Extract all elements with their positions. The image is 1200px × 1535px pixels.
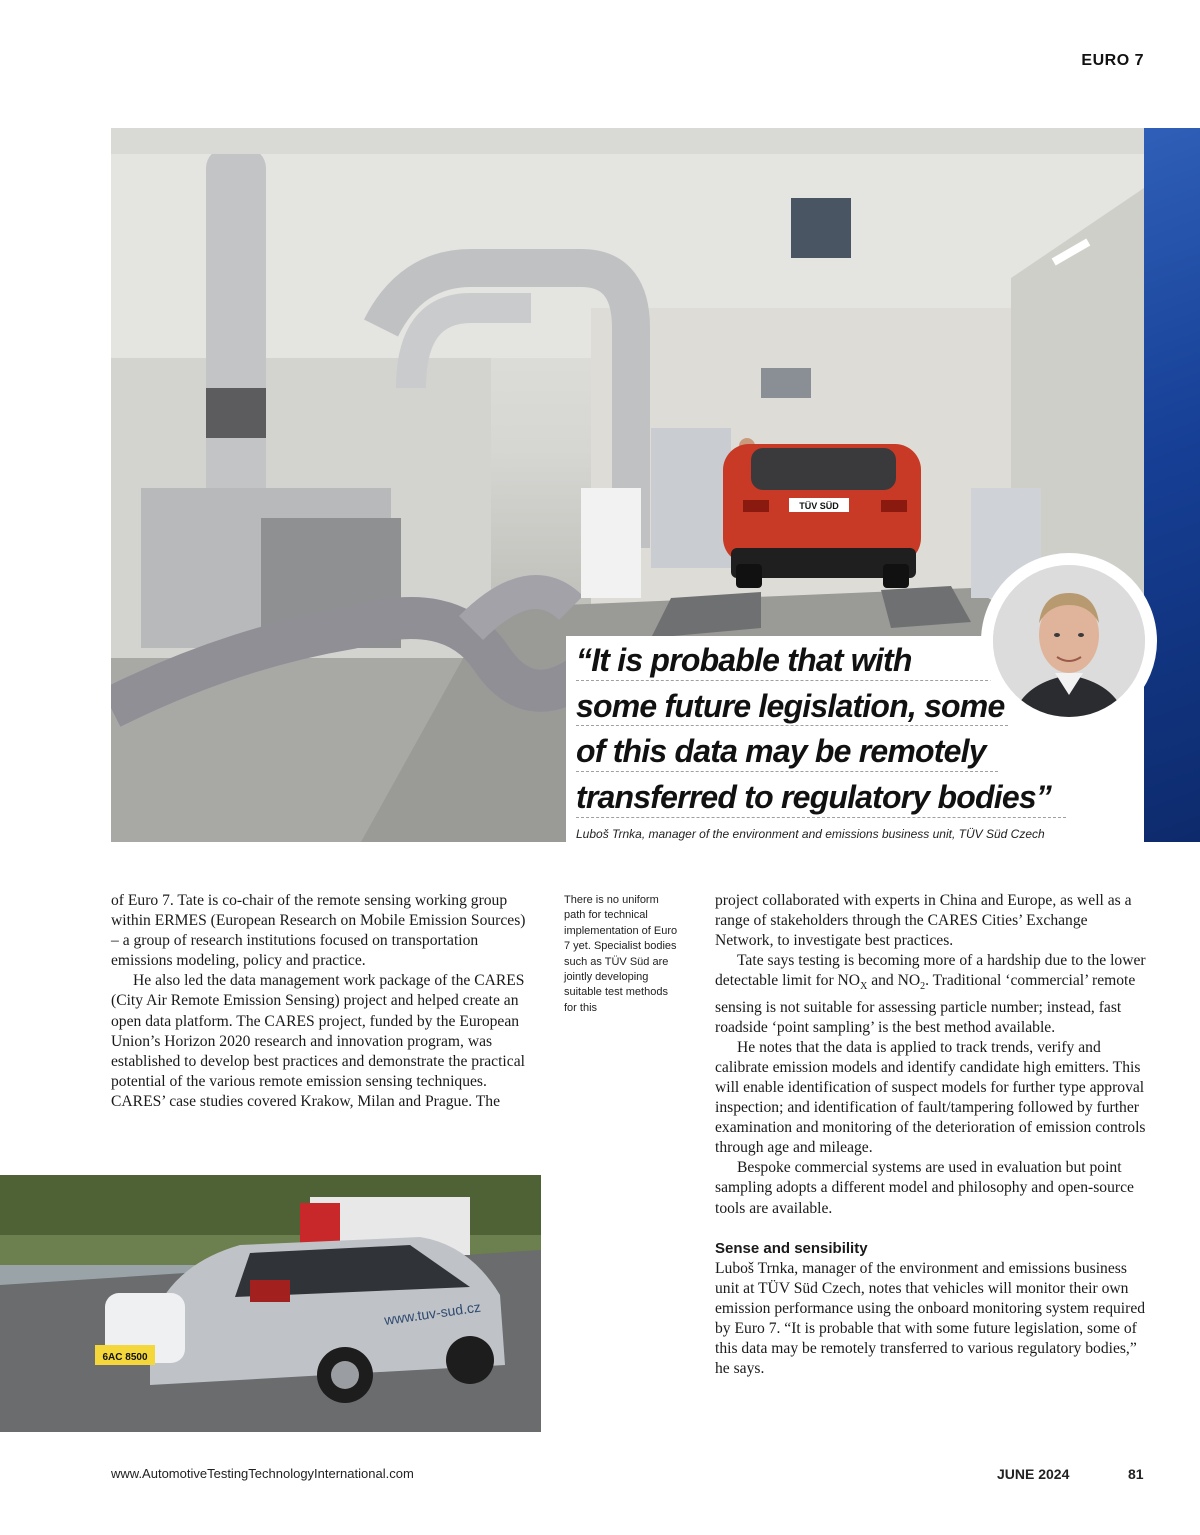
page-number: 81 [1128,1466,1144,1482]
pull-quote-attribution: Luboš Trnka, manager of the environment and emissions business unit, TÜV Süd Czech [576,827,1045,841]
pull-quote-line: of this data may be remotely [576,733,986,769]
body-column-left [111,891,536,1112]
car-plate-text: TÜV SÜD [799,501,839,511]
footer-url: www.AutomotiveTestingTechnologyInternational.com [111,1466,414,1481]
roadside-test-car-illustration [0,1175,541,1432]
pull-quote-line: transferred to regulatory bodies” [576,778,1052,815]
car-door-text: www.tuv-sud.cz [383,1298,482,1328]
person-portrait-illustration [993,565,1145,717]
paragraph-text: Tate says testing is becoming more of a hardship due to the lower detectable limit for NO [715,952,1146,990]
paragraph: of Euro 7. Tate is co-chair of the remote sensing working group within ERMES (European Research on Mobile Emission Sources) – a group of research institutions focused on transportation emissions modeling, policy and practice. [111,892,526,970]
subheading: Sense and sensibility [715,1239,868,1257]
pull-quote-line: “It is probable that with [576,642,912,678]
body-column-right [715,891,1147,1379]
portrait-photo [993,565,1145,717]
paragraph: He notes that the data is applied to track trends, verify and calibrate emission models and identify candidate high emitters. This will enable identification of suspect models for further type approval inspection; and identification of fault/tampering followed by further examination and monitoring of the deterioration of emission controls through age and mileage. [715,1038,1146,1157]
blue-edge-strip [1144,128,1200,842]
car-photo-plate-text: 6AC 8500 [102,1352,148,1363]
paragraph: project collaborated with experts in China and Europe, as well as a range of stakeholders through the CARES Cities’ Exchange Network, to investigate best practices. [715,892,1132,950]
paragraph-text: . Traditional ‘commercial’ remote sensing is not suitable for assessing particle number; instead, fast roadside ‘point sampling’ is the best method available. [715,972,1136,1036]
subscript: X [860,981,868,993]
paragraph-text: and NO [867,972,921,990]
photo-caption: There is no uniform path for technical implementation of Euro 7 yet. Specialist bodies such as TÜV Süd are jointly developing suitable test methods for this [564,894,678,1014]
paragraph: Bespoke commercial systems are used in evaluation but point sampling adopts a different model and philosophy and open-source tools are available. [715,1159,1134,1217]
footer-date: JUNE 2024 [997,1466,1070,1482]
pull-quote-line: some future legislation, some [576,687,1005,724]
section-tag: EURO 7 [1081,52,1144,69]
paragraph: Luboš Trnka, manager of the environment and emissions business unit at TÜV Süd Czech, notes that vehicles will monitor their own emission performance using the onboard monitoring system required by Euro 7. “It is probable that with some future legislation, some of this data may be remotely transferred to various regulatory bodies,” he says. [715,1259,1146,1378]
paragraph [715,951,1147,1037]
paragraph: He also led the data management work package of the CARES (City Air Remote Emission Sensing) project and helped create an open data platform. The CARES project, funded by the European Union’s Horizon 2020 research and innovation program, was established to develop best practices and demonstrate the practical potential of the various remote emission sensing techniques. CARES’ case studies covered Krakow, Milan and Prague. The [111,972,525,1110]
subscript: 2 [920,981,926,993]
car-photo [0,1175,541,1432]
